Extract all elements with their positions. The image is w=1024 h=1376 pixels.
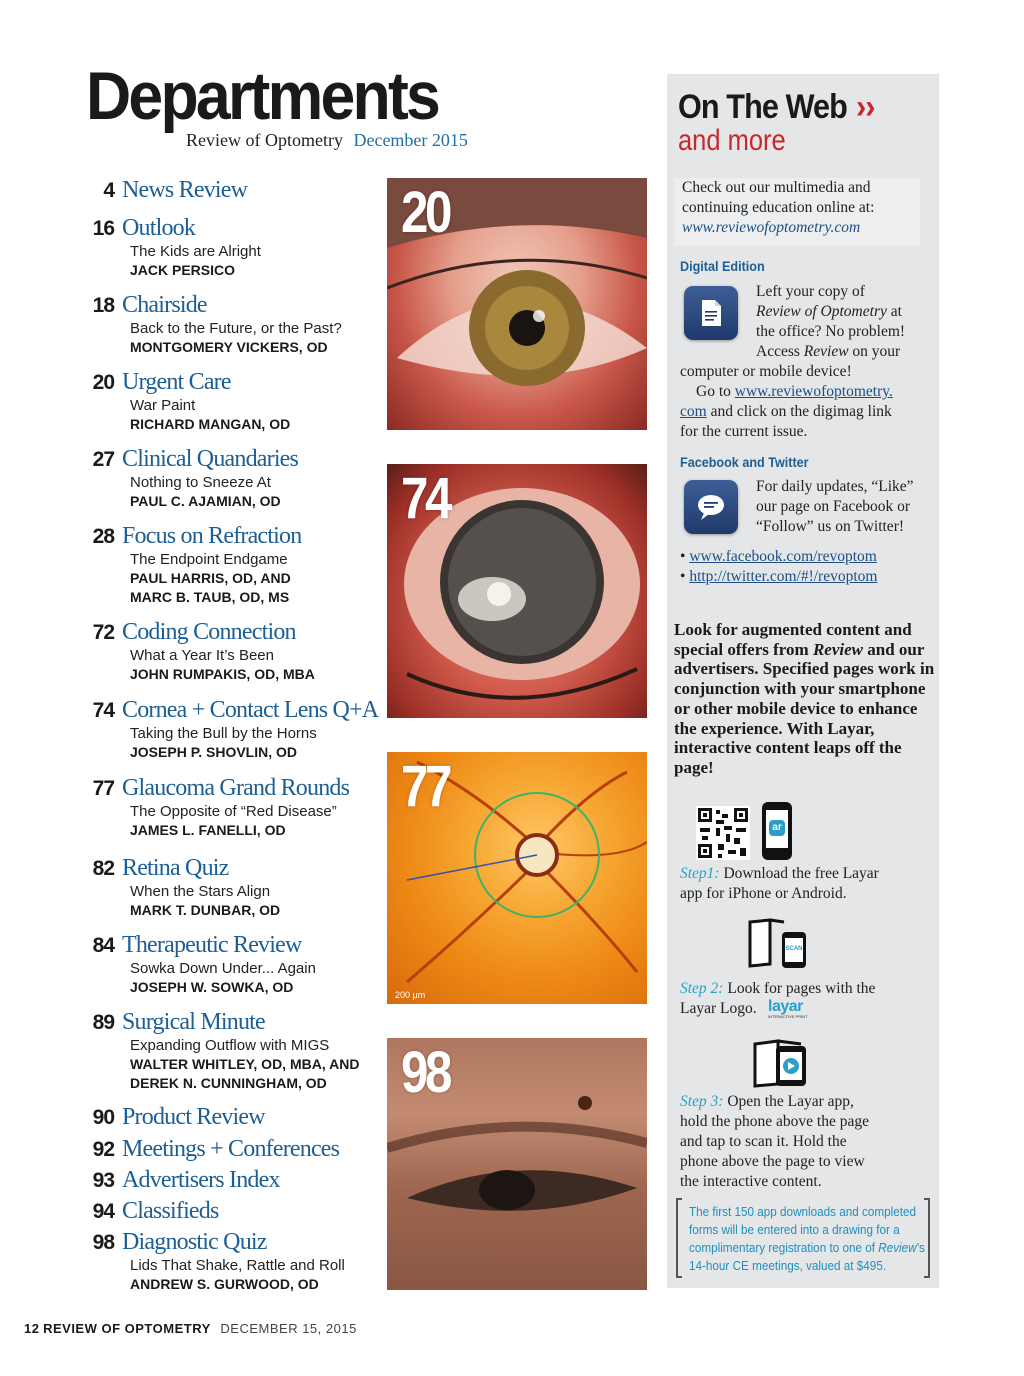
department-name[interactable]: Surgical Minute bbox=[122, 1009, 265, 1035]
department-page-number: 90 bbox=[92, 1106, 114, 1129]
drawing-note bbox=[676, 1198, 930, 1278]
department-page-number: 27 bbox=[92, 448, 114, 471]
department-author: MARK T. DUNBAR, OD bbox=[130, 902, 281, 918]
department-item[interactable] bbox=[60, 446, 380, 511]
department-item[interactable] bbox=[60, 1198, 380, 1225]
department-author: JACK PERSICO bbox=[130, 262, 236, 278]
department-page-number: 4 bbox=[103, 179, 114, 202]
department-page-number: 92 bbox=[92, 1138, 114, 1161]
department-article-title: The Endpoint Endgame bbox=[130, 551, 288, 568]
bracket-right bbox=[924, 1198, 930, 1278]
digital-edition-heading: Digital Edition bbox=[680, 258, 765, 274]
department-name[interactable]: Coding Connection bbox=[122, 619, 296, 645]
department-name[interactable]: Advertisers Index bbox=[122, 1167, 280, 1193]
digimag-link-continued[interactable]: com bbox=[680, 403, 707, 420]
department-name[interactable]: Cornea + Contact Lens Q+A bbox=[122, 697, 379, 723]
footer-date: DECEMBER 15, 2015 bbox=[220, 1321, 357, 1336]
department-article-title: Nothing to Sneeze At bbox=[130, 474, 271, 491]
department-item[interactable] bbox=[60, 1136, 380, 1163]
step-2: Step 2: Look for pages with the Layar Logo. bbox=[680, 980, 876, 1017]
scale-bar-label: 200 µm bbox=[395, 990, 426, 1000]
department-name[interactable]: Outlook bbox=[122, 215, 196, 241]
department-author: JAMES L. FANELLI, OD bbox=[130, 822, 286, 838]
photo-page-number: 74 bbox=[401, 466, 450, 531]
masthead-subtitle bbox=[186, 130, 468, 151]
twitter-link[interactable]: http://twitter.com/#!/revoptom bbox=[689, 568, 878, 585]
department-article-title: Sowka Down Under... Again bbox=[130, 960, 316, 977]
layar-tagline: INTERACTIVE PRINT bbox=[768, 1014, 808, 1019]
department-page-number: 84 bbox=[92, 934, 114, 957]
department-article-title: War Paint bbox=[130, 397, 196, 414]
photo-page-number: 20 bbox=[401, 180, 450, 245]
department-item[interactable] bbox=[60, 619, 380, 684]
drawing-note-text: The first 150 app downloads and completed forms will be entered into a drawing for a complimentary registration to one of Review’s 14-hour CE meetings, valued at $495. bbox=[689, 1204, 925, 1273]
department-page-number: 77 bbox=[92, 777, 114, 800]
department-author: PAUL C. AJAMIAN, OD bbox=[130, 493, 281, 509]
department-page-number: 16 bbox=[92, 217, 114, 240]
open-book-play-icon bbox=[752, 1038, 808, 1088]
sidebar-intro: Check out our multimedia and continuing education online at: www.reviewofoptometry.com bbox=[682, 178, 922, 238]
department-page-number: 20 bbox=[92, 371, 114, 394]
layar-ar-icon: ar bbox=[769, 820, 785, 836]
department-article-title: The Opposite of “Red Disease” bbox=[130, 803, 337, 820]
department-page-number: 94 bbox=[92, 1200, 114, 1223]
department-page-number: 93 bbox=[92, 1169, 114, 1192]
department-item[interactable] bbox=[60, 697, 380, 762]
photo-page-98[interactable] bbox=[387, 1038, 647, 1290]
facebook-link[interactable]: www.facebook.com/revoptom bbox=[689, 548, 877, 565]
department-name[interactable]: News Review bbox=[122, 177, 248, 203]
footer-publication: REVIEW OF OPTOMETRY bbox=[43, 1321, 211, 1336]
department-item[interactable] bbox=[60, 369, 380, 434]
department-name[interactable]: Chairside bbox=[122, 292, 207, 318]
department-page-number: 89 bbox=[92, 1011, 114, 1034]
layar-logo bbox=[768, 998, 808, 1019]
chevron-right-icon: ›› bbox=[855, 88, 875, 126]
department-name[interactable]: Classifieds bbox=[122, 1198, 219, 1224]
step-1: Step1: Download the free Layar app for iPhone or Android. bbox=[680, 865, 879, 902]
department-author: RICHARD MANGAN, OD bbox=[130, 416, 291, 432]
scan-label: SCAN bbox=[785, 946, 803, 952]
department-article-title: Taking the Bull by the Horns bbox=[130, 725, 317, 742]
department-name[interactable]: Product Review bbox=[122, 1104, 265, 1130]
department-name[interactable]: Glaucoma Grand Rounds bbox=[122, 775, 350, 801]
department-page-number: 74 bbox=[92, 699, 114, 722]
department-coauthor: MARC B. TAUB, OD, MS bbox=[130, 589, 290, 605]
department-item[interactable] bbox=[60, 932, 380, 997]
department-item[interactable] bbox=[60, 523, 380, 607]
department-item[interactable] bbox=[60, 292, 380, 357]
department-name[interactable]: Diagnostic Quiz bbox=[122, 1229, 267, 1255]
department-page-number: 98 bbox=[92, 1231, 114, 1254]
layar-wordmark: layar bbox=[768, 998, 803, 1015]
footer-page-number: 12 bbox=[24, 1321, 40, 1336]
sidebar-title: On The Web ›› bbox=[678, 88, 875, 126]
page-title: Departments bbox=[86, 58, 439, 134]
department-item[interactable] bbox=[60, 1167, 380, 1194]
department-author: WALTER WHITLEY, OD, MBA, AND bbox=[130, 1056, 360, 1072]
department-name[interactable]: Retina Quiz bbox=[122, 855, 229, 881]
department-item[interactable] bbox=[60, 215, 380, 280]
digital-edition-text: Left your copy of Review of Optometry at the office? No problem! Access Review on your computer or mobile device! Go to www.reviewofoptometry. com and click on the digimag link for the current issue. bbox=[680, 283, 906, 440]
department-author: JOHN RUMPAKIS, OD, MBA bbox=[130, 666, 315, 682]
qr-code-icon bbox=[696, 806, 750, 860]
step-3: Step 3: Open the Layar app, hold the phone above the page and tap to scan it. Hold the phone above the page to view the interactive content. bbox=[680, 1093, 869, 1190]
department-author: MONTGOMERY VICKERS, OD bbox=[130, 339, 328, 355]
department-page-number: 82 bbox=[92, 857, 114, 880]
department-author: JOSEPH W. SOWKA, OD bbox=[130, 979, 294, 995]
department-coauthor: DEREK N. CUNNINGHAM, OD bbox=[130, 1075, 327, 1091]
page-footer bbox=[24, 1321, 357, 1336]
publication-name: Review of Optometry bbox=[186, 130, 343, 150]
issue-date: December 2015 bbox=[353, 130, 468, 150]
sidebar-subtitle: and more bbox=[678, 124, 786, 157]
department-name[interactable]: Meetings + Conferences bbox=[122, 1136, 340, 1162]
department-page-number: 18 bbox=[92, 294, 114, 317]
photo-page-number: 77 bbox=[401, 754, 450, 819]
photo-page-74[interactable] bbox=[387, 464, 647, 718]
department-article-title: Back to the Future, or the Past? bbox=[130, 320, 342, 337]
facebook-twitter-heading: Facebook and Twitter bbox=[680, 454, 809, 470]
photo-page-20[interactable] bbox=[387, 178, 647, 430]
department-author: ANDREW S. GURWOOD, OD bbox=[130, 1276, 319, 1292]
department-article-title: What a Year It’s Been bbox=[130, 647, 274, 664]
photo-page-number: 98 bbox=[401, 1040, 450, 1105]
department-item[interactable] bbox=[60, 775, 380, 840]
department-name[interactable]: Therapeutic Review bbox=[122, 932, 302, 958]
department-name[interactable]: Clinical Quandaries bbox=[122, 446, 299, 472]
department-author: JOSEPH P. SHOVLIN, OD bbox=[130, 744, 298, 760]
photo-page-77[interactable] bbox=[387, 752, 647, 1004]
department-item[interactable] bbox=[60, 1104, 380, 1131]
smartphone-icon bbox=[762, 802, 792, 860]
social-text: For daily updates, “Like” our page on Facebook or “Follow” us on Twitter! • www.facebook.com/revoptom • http://twitter.com/#!/revoptom bbox=[680, 478, 914, 585]
department-name[interactable]: Focus on Refraction bbox=[122, 523, 302, 549]
department-article-title: When the Stars Align bbox=[130, 883, 271, 900]
department-name[interactable]: Urgent Care bbox=[122, 369, 231, 395]
augmented-content-text: Look for augmented content and special offers from Review and our advertisers. Specified pages work in conjunction with your smartphone or other mobile device to enhance the experience. With Layar, interactive content leaps off the page! bbox=[674, 620, 935, 777]
department-item[interactable] bbox=[60, 855, 380, 920]
department-page-number: 28 bbox=[92, 525, 114, 548]
department-article-title: Expanding Outflow with MIGS bbox=[130, 1037, 330, 1054]
department-item[interactable] bbox=[60, 177, 380, 204]
scan-page-icon bbox=[748, 918, 808, 970]
department-article-title: The Kids are Alright bbox=[130, 243, 261, 260]
website-link[interactable]: www.reviewofoptometry.com bbox=[682, 219, 861, 236]
department-item[interactable] bbox=[60, 1009, 380, 1093]
digimag-link[interactable]: www.reviewofoptometry. bbox=[734, 383, 893, 400]
department-author: PAUL HARRIS, OD, AND bbox=[130, 570, 291, 586]
bracket-left bbox=[676, 1198, 682, 1278]
department-page-number: 72 bbox=[92, 621, 114, 644]
department-article-title: Lids That Shake, Rattle and Roll bbox=[130, 1257, 345, 1274]
department-item[interactable] bbox=[60, 1229, 380, 1294]
